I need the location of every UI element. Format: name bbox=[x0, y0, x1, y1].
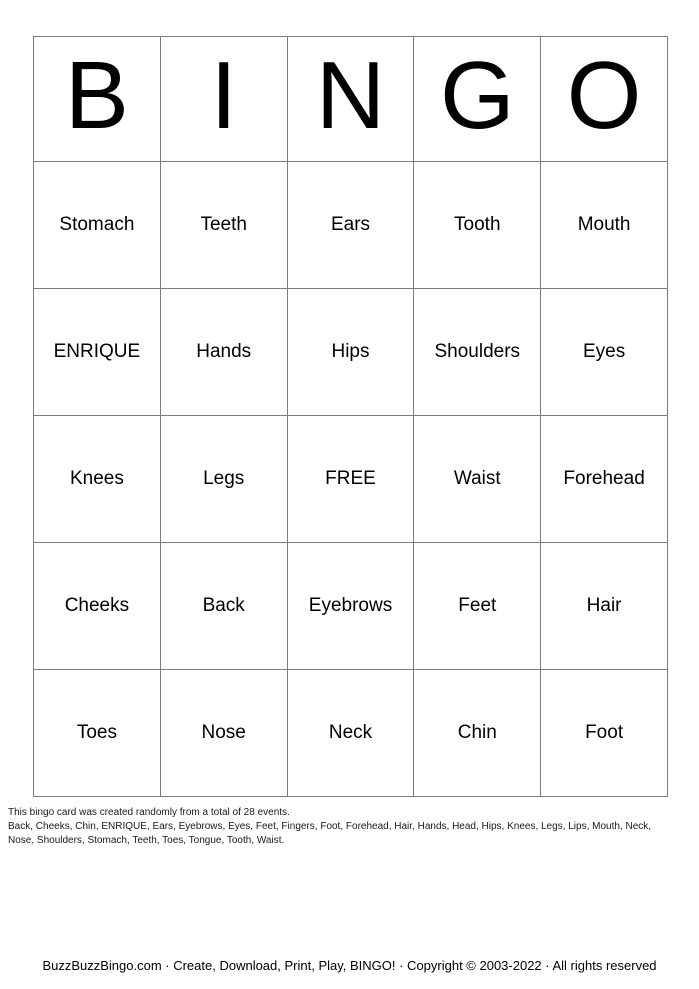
bingo-header-letter-b: B bbox=[34, 37, 161, 162]
bingo-cell: Hair bbox=[541, 543, 668, 670]
bingo-cell: Foot bbox=[541, 670, 668, 797]
bingo-cell: Shoulders bbox=[414, 289, 541, 416]
events-list: Back, Cheeks, Chin, ENRIQUE, Ears, Eyebrows, Eyes, Feet, Fingers, Foot, Forehead, Hair, Hands, Head, Hips, Knees, Legs, Lips, Mouth, Neck, Nose, Shoulders, Stomach, Teeth, Toes, Tongue, Tooth, Waist. bbox=[8, 821, 652, 846]
bingo-cell: Hips bbox=[288, 289, 415, 416]
bingo-grid bbox=[33, 36, 668, 797]
bingo-cell: Cheeks bbox=[34, 543, 161, 670]
card-notes bbox=[8, 806, 658, 848]
bingo-cell: Back bbox=[161, 543, 288, 670]
bingo-cell: Legs bbox=[161, 416, 288, 543]
bingo-cell: Neck bbox=[288, 670, 415, 797]
bingo-header-letter-g: G bbox=[414, 37, 541, 162]
bingo-cell: Forehead bbox=[541, 416, 668, 543]
bingo-cell: Chin bbox=[414, 670, 541, 797]
copyright-footer: BuzzBuzzBingo.com · Create, Download, Print, Play, BINGO! · Copyright © 2003-2022 · All rights reserved bbox=[42, 958, 657, 973]
bingo-cell: Toes bbox=[34, 670, 161, 797]
bingo-cell: Waist bbox=[414, 416, 541, 543]
bingo-cell: Ears bbox=[288, 162, 415, 289]
bingo-header-letter-n: N bbox=[288, 37, 415, 162]
bingo-cell: Stomach bbox=[34, 162, 161, 289]
bingo-cell: Nose bbox=[161, 670, 288, 797]
free-space-cell: FREE bbox=[288, 416, 415, 543]
bingo-cell: Hands bbox=[161, 289, 288, 416]
card-creation-note: This bingo card was created randomly from a total of 28 events. bbox=[8, 807, 290, 818]
bingo-cell: Teeth bbox=[161, 162, 288, 289]
bingo-header-letter-o: O bbox=[541, 37, 668, 162]
bingo-cell: Eyes bbox=[541, 289, 668, 416]
bingo-cell: Knees bbox=[34, 416, 161, 543]
bingo-cell: Mouth bbox=[541, 162, 668, 289]
bingo-cell: Tooth bbox=[414, 162, 541, 289]
bingo-cell: ENRIQUE bbox=[34, 289, 161, 416]
bingo-header-letter-i: I bbox=[161, 37, 288, 162]
bingo-cell: Eyebrows bbox=[288, 543, 415, 670]
bingo-cell: Feet bbox=[414, 543, 541, 670]
